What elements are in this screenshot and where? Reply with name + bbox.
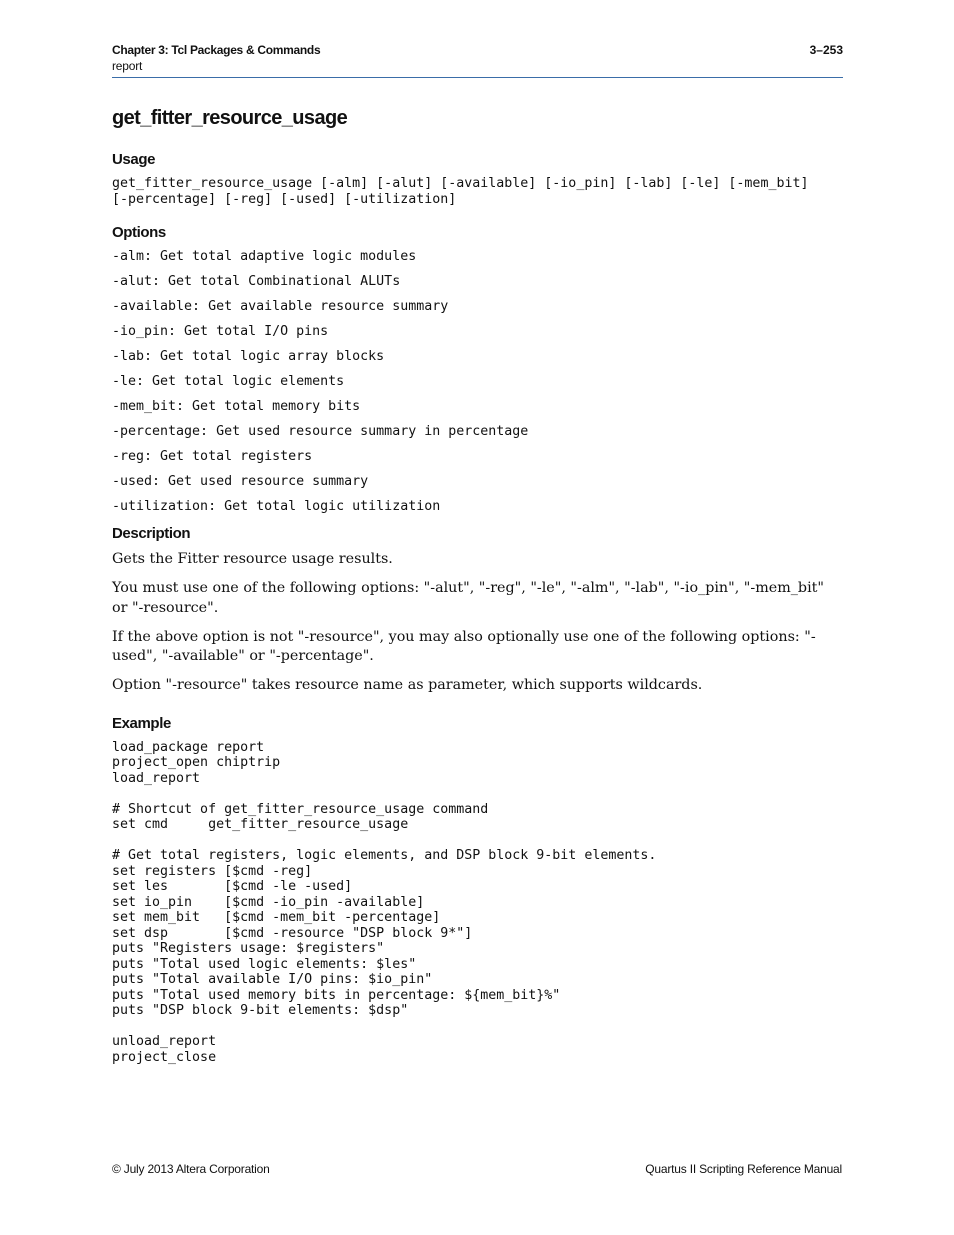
option-item: -mem_bit: Get total memory bits bbox=[112, 399, 361, 414]
header-page-number: 3–253 bbox=[809, 43, 843, 57]
option-item: -used: Get used resource summary bbox=[112, 474, 369, 489]
option-item: -alut: Get total Combinational ALUTs bbox=[112, 274, 401, 289]
option-item: -available: Get available resource summary bbox=[112, 299, 449, 314]
example-code-block: load_package report project_open chiptrip load_report # Shortcut of get_fitter_resource_usage command set cmd get_fitter_resource_usage # Get total registers, logic elements, and DSP block 9-bit elements. set registers [$cmd -reg] set les [$cmd -le -used] set io_pin [$cmd -io_pin -available] set mem_bit [$cmd -mem_bit -percentage] set dsp [$cmd -resource "DSP block 9*"] puts "Registers usage: $registers" puts "Total used logic elements: $les" puts "Total available I/O pins: $io_pin" puts "Total used memory bits in percentage: ${mem_bit}%" puts "DSP block 9-bit elements: $dsp" unload_report project_close bbox=[112, 739, 657, 1065]
page-header bbox=[112, 41, 843, 78]
option-item: -lab: Get total logic array blocks bbox=[112, 349, 385, 364]
header-section: report bbox=[112, 59, 143, 73]
option-item: -le: Get total logic elements bbox=[112, 374, 345, 389]
usage-heading: Usage bbox=[112, 151, 156, 168]
usage-line: [-percentage] [-reg] [-used] [-utilization] bbox=[112, 191, 457, 207]
description-body bbox=[112, 550, 843, 696]
page-content bbox=[112, 104, 843, 1065]
option-item: -percentage: Get used resource summary in percentage bbox=[112, 424, 529, 439]
options-list bbox=[112, 249, 843, 515]
footer-copyright: © July 2013 Altera Corporation bbox=[112, 1162, 270, 1176]
option-item: -utilization: Get total logic utilization bbox=[112, 499, 441, 514]
footer-manual-title: Quartus II Scripting Reference Manual bbox=[645, 1162, 842, 1176]
page-title: get_fitter_resource_usage bbox=[112, 107, 348, 129]
description-heading: Description bbox=[112, 525, 191, 542]
header-chapter: Chapter 3: Tcl Packages & Commands bbox=[112, 43, 321, 57]
usage-code bbox=[112, 176, 843, 207]
description-paragraph: You must use one of the following options: "-alut", "-reg", "-le", "-alm", "-lab", "-io_pin", "-mem_bit" or "-resource". bbox=[112, 580, 824, 616]
description-paragraph: If the above option is not "-resource", you may also optionally use one of the following options: "-used", "-available" or "-percentage". bbox=[112, 628, 816, 664]
option-item: -io_pin: Get total I/O pins bbox=[112, 324, 329, 339]
option-item: -alm: Get total adaptive logic modules bbox=[112, 249, 417, 264]
options-heading: Options bbox=[112, 224, 166, 241]
option-item: -reg: Get total registers bbox=[112, 449, 313, 464]
description-paragraph: Gets the Fitter resource usage results. bbox=[112, 551, 393, 567]
usage-line: get_fitter_resource_usage [-alm] [-alut] [-available] [-io_pin] [-lab] [-le] [-mem_bit] bbox=[112, 176, 809, 191]
example-heading: Example bbox=[112, 714, 171, 732]
description-paragraph: Option "-resource" takes resource name as parameter, which supports wildcards. bbox=[112, 677, 703, 693]
